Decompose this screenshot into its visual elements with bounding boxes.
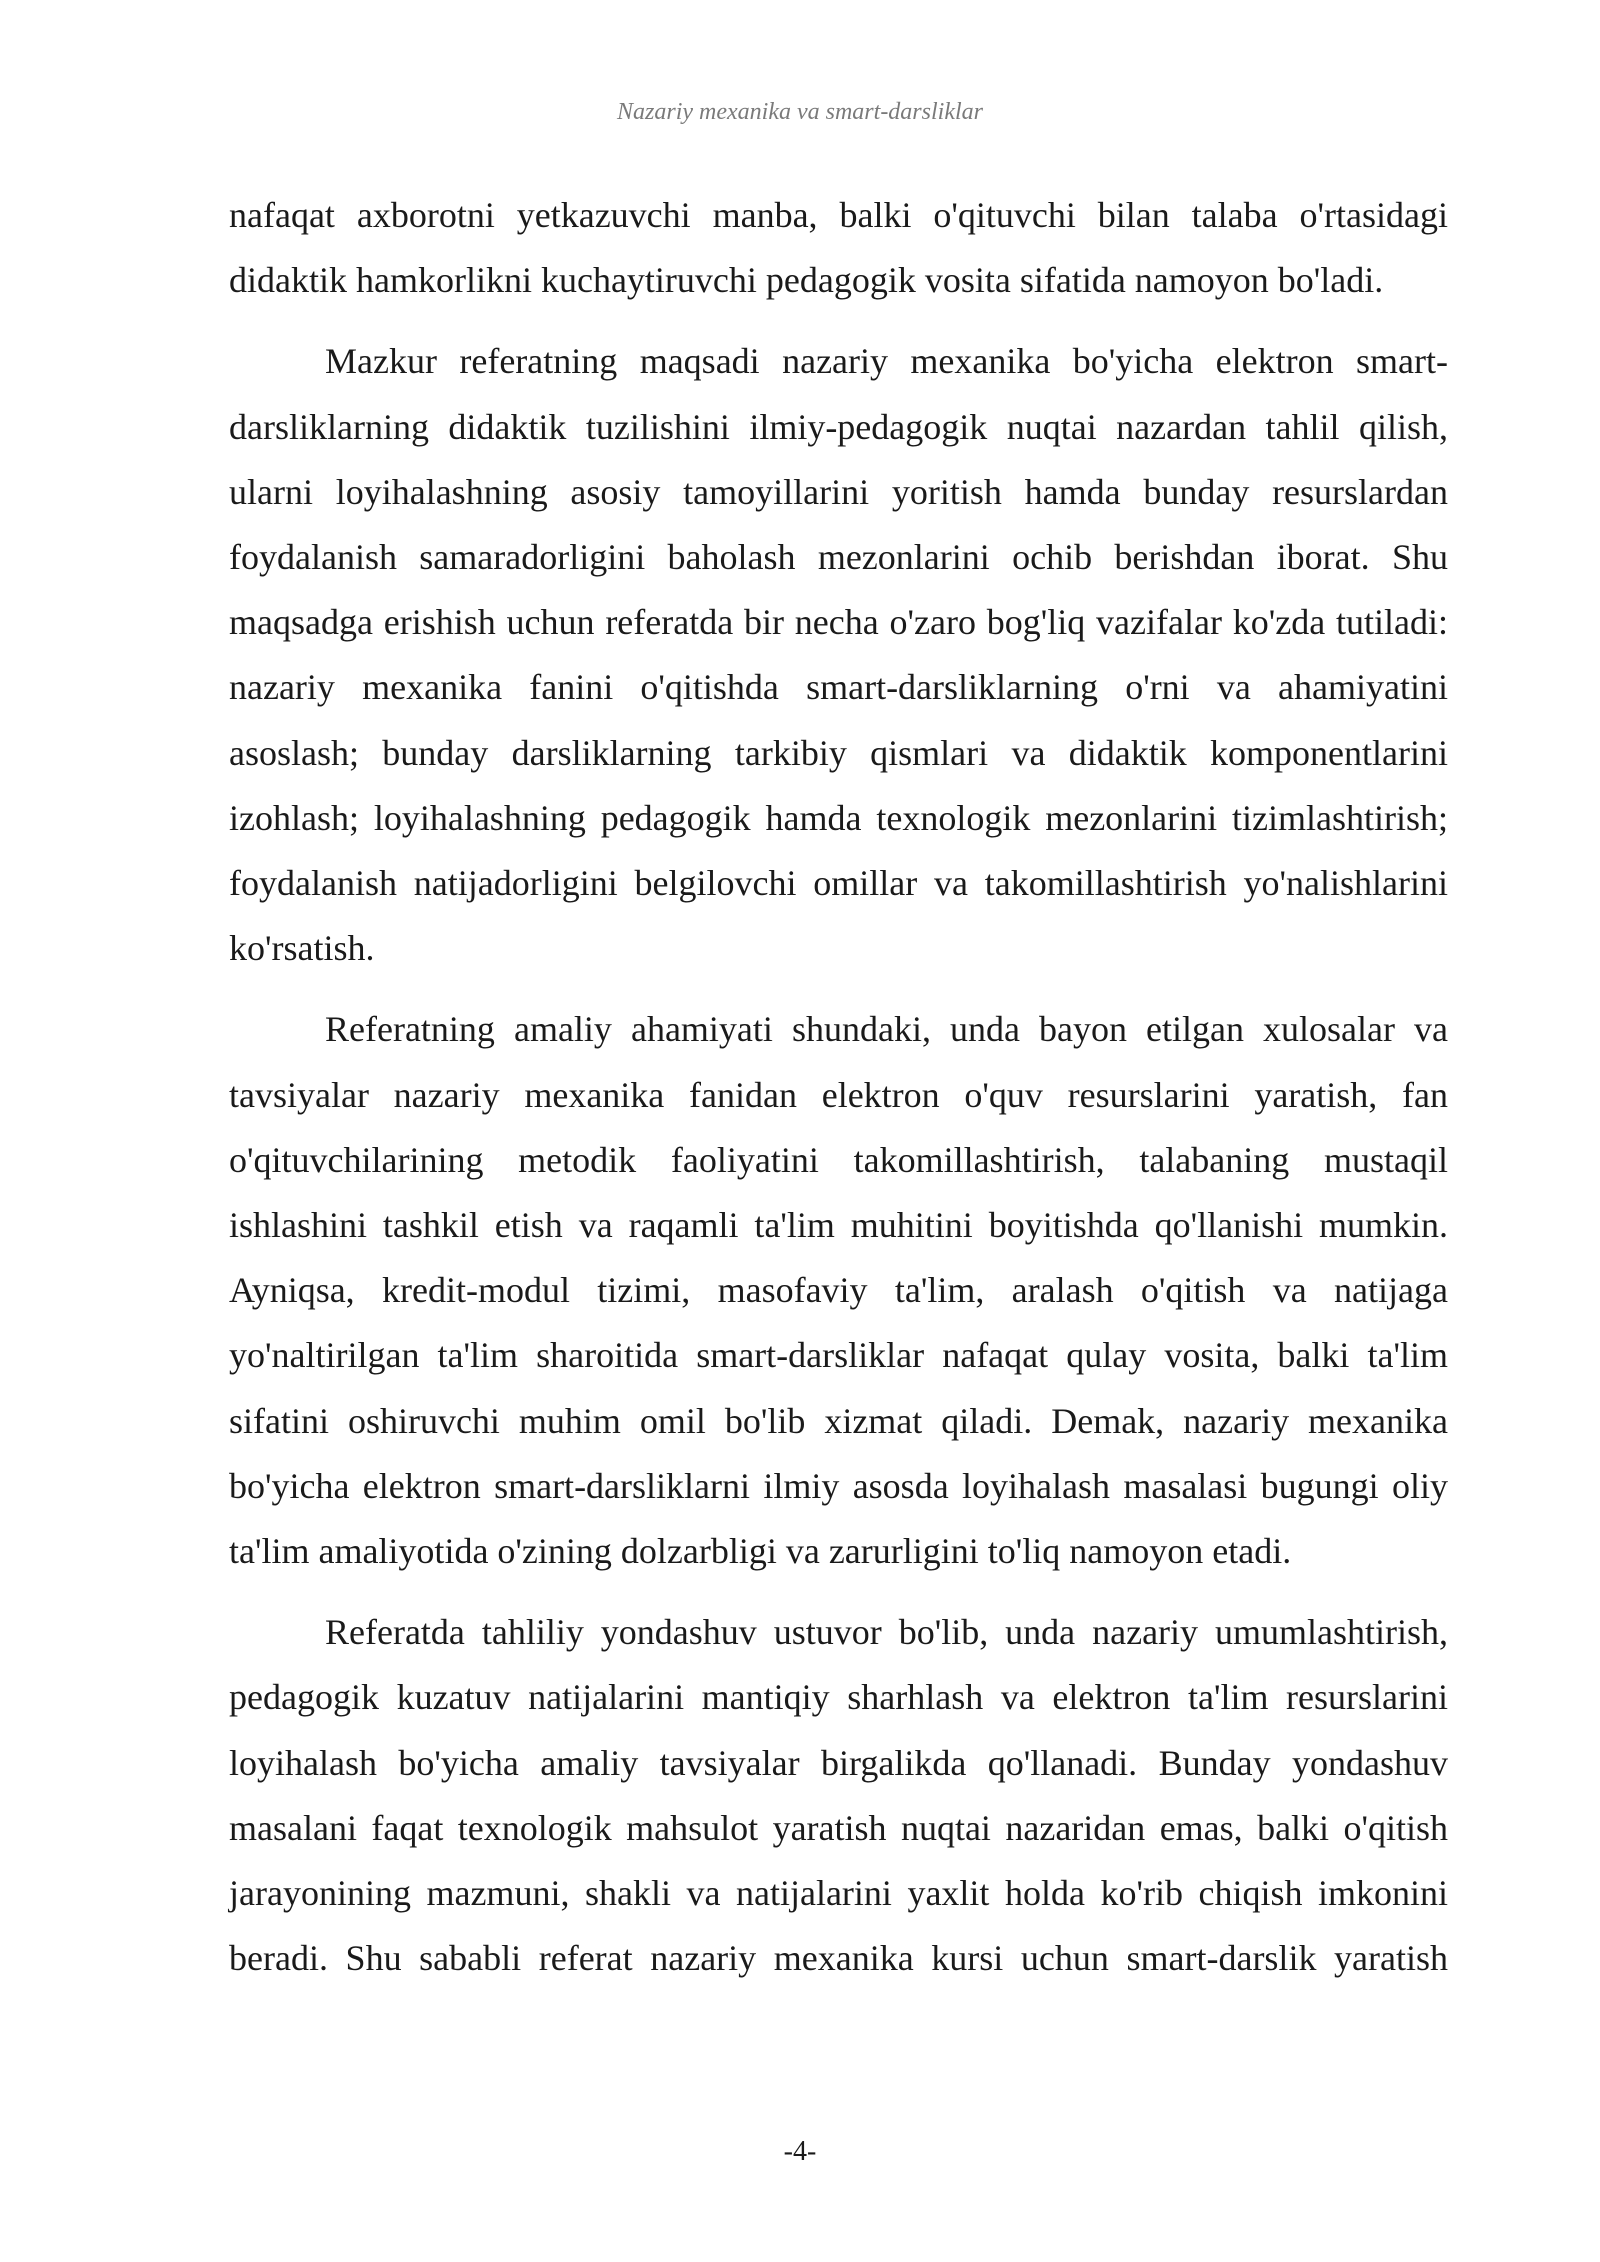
- paragraph-practical-significance: Referatning amaliy ahamiyati shundaki, unda bayon etilgan xulosalar va tavsiyalar nazariy mexanika fanidan elektron o'quv resurslarini yaratish, fan o'qituvchilarining metodik faoliyatini takomillashtirish, talabaning mustaqil ishlashini tashkil etish va raqamli ta'lim muhitini boyitishda qo'llanishi mumkin. Ayniqsa, kredit-modul tizimi, masofaviy ta'lim, aralash o'qitish va natijaga yo'naltirilgan ta'lim sharoitida smart-darsliklar nafaqat qulay vosita, balki ta'lim sifatini oshiruvchi muhim omil bo'lib xizmat qiladi. Demak, nazariy mexanika bo'yicha elektron smart-darsliklarni ilmiy asosda loyihalash masalasi bugungi oliy ta'lim amaliyotida o'zining dolzarbligi va zarurligini to'liq namoyon etadi.: [229, 1009, 1448, 1572]
- paragraph-purpose: Mazkur referatning maqsadi nazariy mexanika bo'yicha elektron smart-darsliklarning didaktik tuzilishini ilmiy-pedagogik nuqtai nazardan tahlil qilish, ularni loyihalashning asosiy tamoyillarini yoritish hamda bunday resurslardan foydalanish samaradorligini baholash mezonlarini ochib berishdan iborat. Shu maqsadga erishish uchun referatda bir necha o'zaro bog'liq vazifalar ko'zda tutiladi: nazariy mexanika fanini o'qitishda smart-darsliklarning o'rni va ahamiyatini asoslash; bunday darsliklarning tarkibiy qismlari va didaktik komponentlarini izohlash; loyihalashning pedagogik hamda texnologik mezonlarini tizimlashtirish; foydalanish natijadorligini belgilovchi omillar va takomillashtirish yo'nalishlarini ko'rsatish.: [229, 341, 1448, 969]
- page-number: -4-: [783, 2136, 817, 2167]
- body-text: [229, 183, 1448, 2007]
- running-header: Nazariy mexanika va smart-darsliklar: [617, 99, 983, 125]
- paragraph-analytical-approach: Referatda tahliliy yondashuv ustuvor bo'lib, unda nazariy umumlashtirish, pedagogik kuzatuv natijalarini mantiqiy sharhlash va elektron ta'lim resurslarini loyihalash bo'yicha amaliy tavsiyalar birgalikda qo'llanadi. Bunday yondashuv masalani faqat texnologik mahsulot yaratish nuqtai nazaridan emas, balki o'qitish jarayonining mazmuni, shakli va natijalarini yaxlit holda ko'rib chiqish imkonini beradi. Shu sababli referat nazariy mexanika kursi uchun smart-darslik yaratish: [229, 1612, 1448, 1979]
- paragraph-continuation: nafaqat axborotni yetkazuvchi manba, balki o'qituvchi bilan talaba o'rtasidagi didaktik hamkorlikni kuchaytiruvchi pedagogik vosita sifatida namoyon bo'ladi.: [229, 195, 1448, 301]
